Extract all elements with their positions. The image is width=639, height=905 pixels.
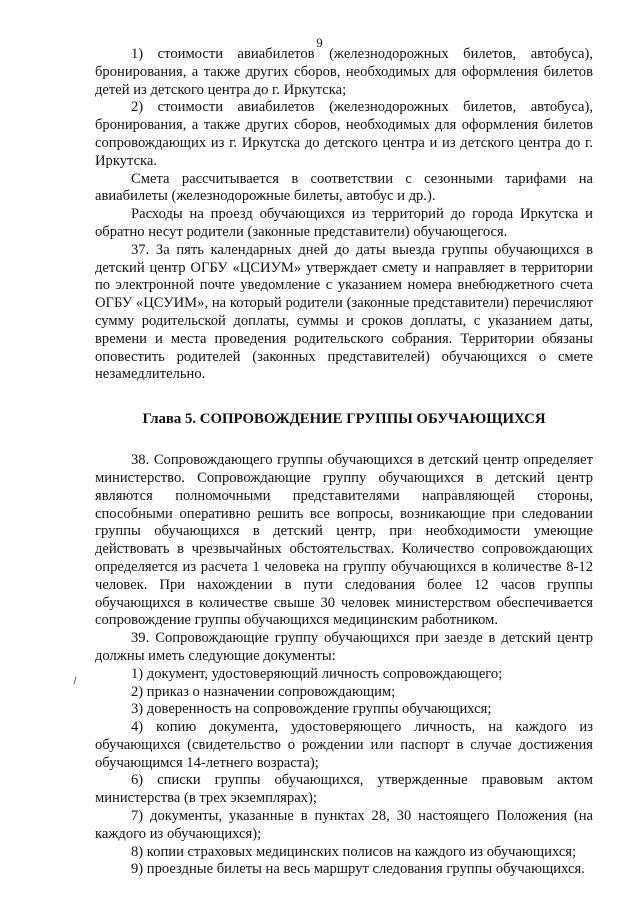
list-item: 7) документы, указанные в пунктах 28, 30 настоящего Положения (на каждого из обучающихся); <box>95 808 593 842</box>
list-item: 8) копии страховых медицинских полисов на каждого из обучающихся; <box>131 843 577 860</box>
paragraph: Смета рассчитывается в соответствии с сезонными тарифами на авиабилеты (железнодорожные билеты, автобус и др.). <box>95 170 593 205</box>
list-item: 1) документ, удостоверяющий личность сопровождающего; <box>131 665 503 682</box>
chapter-heading: Глава 5. СОПРОВОЖДЕНИЕ ГРУППЫ ОБУЧАЮЩИХСЯ <box>142 411 546 428</box>
paragraph: 38. Сопровождающего группы обучающихся в детский центр определяет министерство. Сопровождающие группу обучающихся в детский центр являются полномочными представителями направляющей стороны, способными оперативно решить все вопросы, возникающие при следовании группы обучающихся в детский центр, при необходимости умеющие действовать в чрезвычайных обстоятельствах. Количество сопровождающих определяется из расчета 1 человека на группу обучающихся в количестве 8-12 человек. При нахождении в пути следования более 12 часов группы обучающихся в количестве свыше 30 человек министерством обеспечивается сопровождение группы обучающихся медицинским работником. <box>95 452 593 629</box>
paragraph: 37. За пять календарных дней до даты выезда группы обучающихся в детский центр ОГБУ «ЦСИУМ» утверждает смету и направляет в территории по электронной почте уведомление с указанием номера внебюджетного счета ОГБУ «ЦСУИМ», на который родители (законные представители) перечисляют сумму родительской доплаты, суммы и сроков доплаты, с указанием даты, времени и места проведения родительского собрания. Территории обязаны оповестить родителей (законных представителей) обучающихся о смете незамедлительно. <box>95 241 593 383</box>
paragraph: 39. Сопровождающие группу обучающихся при заезде в детский центр должны иметь следующие документы: <box>95 630 593 664</box>
paragraph: Расходы на проезд обучающихся из территорий до города Иркутска и обратно несут родители (законные представители) обучающегося. <box>95 206 593 240</box>
list-item: 3) доверенность на сопровождение группы обучающихся; <box>131 701 492 718</box>
page-number: 9 <box>316 35 323 50</box>
list-item: 2) приказ о назначении сопровождающим; <box>131 683 396 700</box>
list-item: 6) списки группы обучающихся, утвержденные правовым актом министерства (в трех экземплярах); <box>95 772 593 807</box>
list-item: 9) проездные билеты на весь маршрут следования группы обучающихся. <box>131 861 585 878</box>
scan-speck-mark <box>72 676 78 686</box>
list-item: 4) копию документа, удостоверяющего личность, на каждого из обучающихся (свидетельство о рождении или паспорт в случае достижения обучающимся 14-летнего возраста); <box>95 719 593 771</box>
paragraph: 2) стоимости авиабилетов (железнодорожных билетов, автобуса), бронирования, а также других сборов, необходимых для оформления билетов сопровождающих из г. Иркутска до детского центра и из детского центра до г. Иркутска. <box>95 99 593 169</box>
document-body <box>95 46 593 879</box>
paragraph: 1) стоимости авиабилетов (железнодорожных билетов, автобуса), бронирования, а также других сборов, необходимых для оформления билетов детей из детского центра до г. Иркутска; <box>95 46 593 98</box>
